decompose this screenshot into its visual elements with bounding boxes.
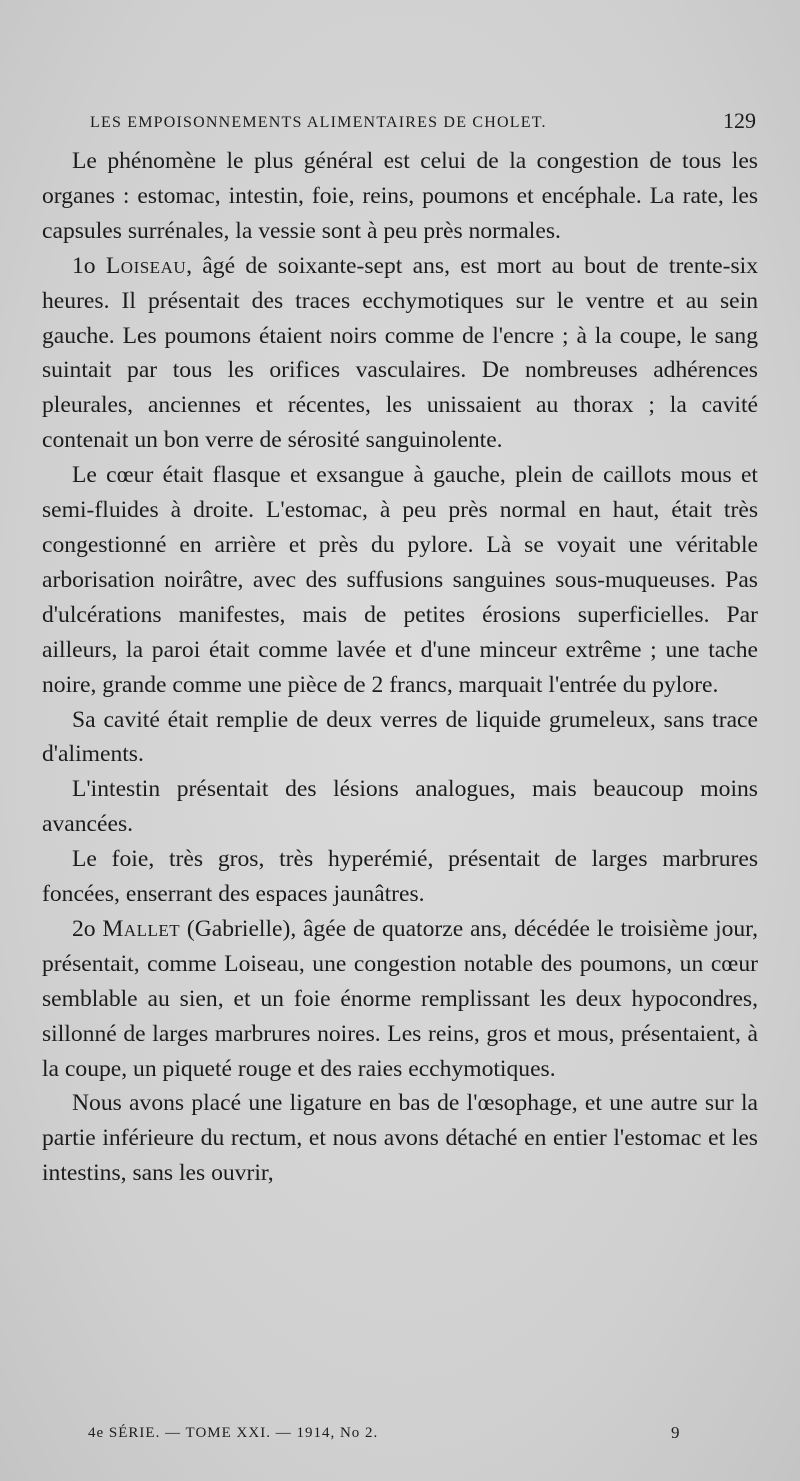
paragraph: 2o Mallet (Gabrielle), âgée de quatorze ans, décédée le troisième jour, présentait, comme Loiseau, une congestion notable des poumons, un cœur semblable au sien, et un foie énorme remplissant les deux hypocondres, sillonné de larges marbrures noires. Les reins, gros et mous, présentaient, à la coupe, un piqueté rouge et des raies ecchymotiques. <box>42 915 758 1082</box>
running-head <box>42 104 758 144</box>
footer-info: 4e SÉRIE. — TOME XXI. — 1914, No 2. <box>88 1425 379 1441</box>
signature-mark: 9 <box>671 1423 680 1442</box>
paragraph: 1o Loiseau, âgé de soixante-sept ans, est mort au bout de trente-six heures. Il présentait des traces ecchymotiques sur le ventre et au sein gauche. Les poumons étaient noirs comme de l'encre ; à la coupe, le sang suintait par tous les orifices vasculaires. De nombreuses adhérences pleurales, anciennes et récentes, les unissaient au thorax ; la cavité contenait un bon verre de sérosité sanguinolente. <box>42 252 758 454</box>
paragraph: Le phénomène le plus général est celui de la congestion de tous les organes : estomac, intestin, foie, reins, poumons et encéphale. La rate, les capsules surrénales, la vessie sont à peu près normales. <box>42 148 758 244</box>
page-footer <box>88 1419 728 1449</box>
paragraph: L'intestin présentait des lésions analogues, mais beaucoup moins avancées. <box>42 776 758 838</box>
paragraph: Nous avons placé une ligature en bas de l'œsophage, et une autre sur la partie inférieure du rectum, et nous avons détaché en entier l'estomac et les intestins, sans les ouvrir, <box>42 1090 758 1187</box>
paragraph: Sa cavité était remplie de deux verres de liquide grumeleux, sans trace d'aliments. <box>42 706 758 768</box>
body-text <box>42 144 758 1191</box>
person-name: Mallet <box>102 915 181 942</box>
page-number: 129 <box>723 108 756 133</box>
page <box>42 104 758 1191</box>
paragraph: Le cœur était flasque et exsangue à gauche, plein de caillots mous et semi-fluides à droite. L'estomac, à peu près normal en haut, était très congestionné en arrière et près du pylore. Là se voyait une véritable arborisation noirâtre, avec des suffusions sanguines sous-muqueuses. Pas d'ulcérations manifestes, mais de petites érosions superficielles. Par ailleurs, la paroi était comme lavée et d'une minceur extrême ; une tache noire, grande comme une pièce de 2 francs, marquait l'entrée du pylore. <box>42 462 758 698</box>
person-name: Loiseau <box>105 252 187 279</box>
paragraph: Le foie, très gros, très hyperémié, présentait de larges marbrures foncées, enserrant des espaces jaunâtres. <box>42 846 758 908</box>
running-title: LES EMPOISONNEMENTS ALIMENTAIRES DE CHOLET. <box>90 114 547 131</box>
